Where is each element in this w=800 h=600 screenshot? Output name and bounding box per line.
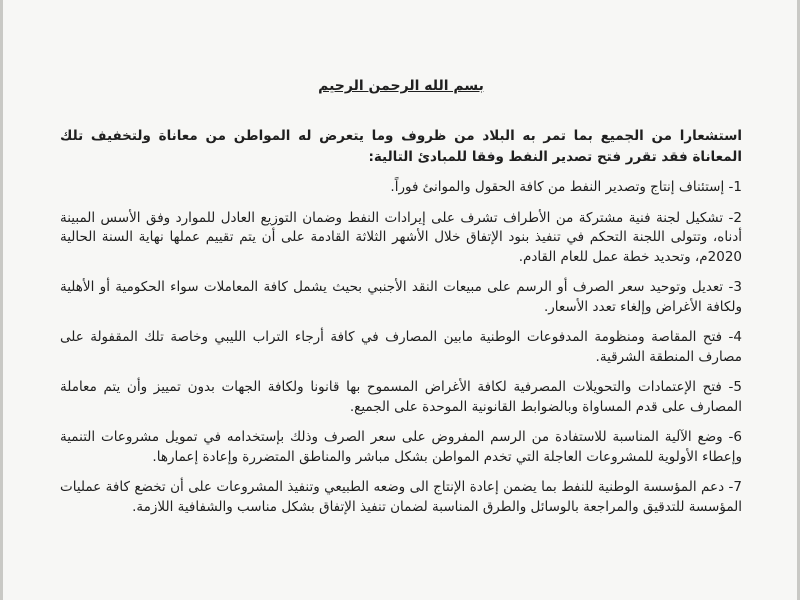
basmala-heading: بسم الله الرحمن الرحيم: [318, 78, 484, 94]
list-item: 4- فتح المقاصة ومنظومة المدفوعات الوطنية مابين المصارف في كافة أرجاء التراب الليبي وخاصة تلك المقفولة على مصارف المنطقة الشرقية.: [60, 329, 742, 365]
list-item: 1- إستئناف إنتاج وتصدير النفط من كافة الحقول والموانئ فوراً.: [390, 179, 742, 195]
list-item: 3- تعديل وتوحيد سعر الصرف أو الرسم على مبيعات النقد الأجنبي بحيث يشمل كافة المعاملات سواء الحكومية أو الأهلية ولكافة الأغراض وإلغاء تعدد الأسعار.: [60, 279, 742, 315]
document-body: [60, 78, 742, 528]
list-item: 7- دعم المؤسسة الوطنية للنفط بما يضمن إعادة الإنتاج الى وضعه الطبيعي وتنفيذ المشروعات على أن تخضع كافة عمليات المؤسسة للتدقيق والمراجعة بالوسائل والطرق المناسبة لضمان تنفيذ الإتفاق بشكل مناسب والشفافية اللازمة.: [60, 479, 742, 515]
list-item: 6- وضع الآلية المناسبة للاستفادة من الرسم المفروض على سعر الصرف وذلك بإستخدامه في تمويل مشروعات التنمية وإعطاء الأولوية للمشروعات العاجلة التي تخدم المواطن بشكل مباشر والمناطق المتضررة وإعادة إعمارها.: [60, 429, 742, 465]
intro-paragraph: استشعارا من الجميع بما تمر به البلاد من ظروف وما يتعرض له المواطن من معاناة ولتخفيف تلك المعاناة فقد تقرر فتح تصدير النفط وفقا للمبادئ التالية:: [60, 128, 742, 165]
list-item: 2- تشكيل لجنة فنية مشتركة من الأطراف تشرف على إيرادات النفط وضمان التوزيع العادل للموارد وفق الأسس المبينة أدناه، وتتولى اللجنة التحكم في تنفيذ بنود الإتفاق خلال الأشهر الثلاثة القادمة على أن يتم تقييم عملها نهاية السنة الحالية 2020م، وتحديد خطة عمل للعام القادم.: [60, 209, 742, 265]
page-left-edge: [0, 0, 3, 600]
list-item: 5- فتح الإعتمادات والتحويلات المصرفية لكافة الأغراض المسموح بها قانونا ولكافة الجهات بدون تمييز وأن يتم معاملة المصارف على قدم المساواة وبالضوابط القانونية الموحدة على الجميع.: [60, 379, 742, 415]
